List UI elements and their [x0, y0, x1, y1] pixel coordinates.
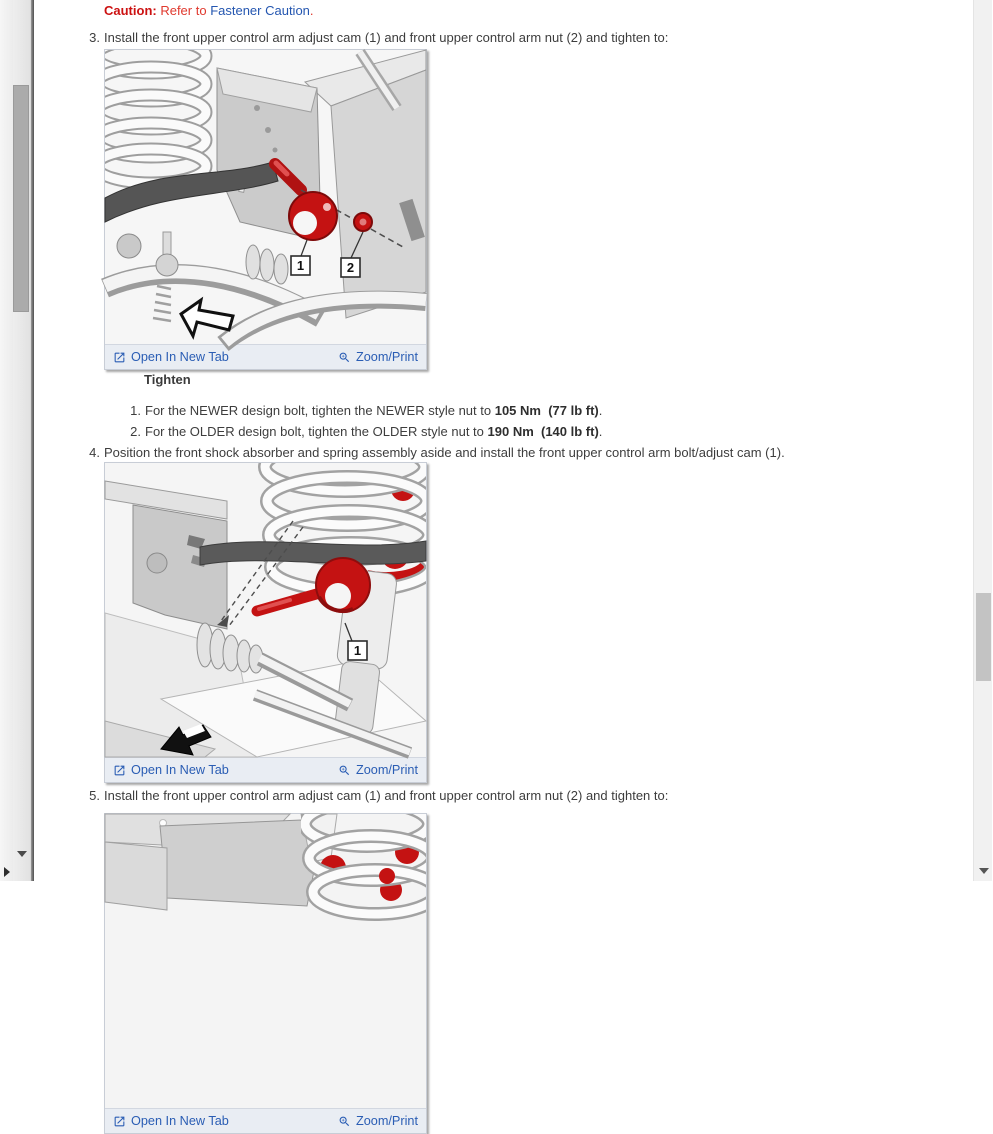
svg-text:2: 2 [346, 260, 355, 275]
nav-pane-scroll-down-button[interactable] [13, 846, 30, 862]
step-3-text: Install the front upper control arm adjust cam (1) and front upper control arm nut (2) and tighten to: [104, 30, 669, 45]
figure-2 [104, 462, 427, 783]
arrow-down-icon [17, 851, 27, 857]
substep-1-number: 1. [130, 403, 141, 418]
zoom-print-link[interactable] [338, 1114, 418, 1128]
open-in-new-tab-link[interactable] [113, 763, 229, 777]
figure-3-illustration [105, 814, 426, 1108]
zoom-print-label: Zoom/Print [355, 1114, 418, 1128]
figure-1-illustration [105, 50, 426, 344]
open-in-new-icon [113, 351, 126, 364]
substep-1-text: For the NEWER design bolt, tighten the NEWER style nut to 105 Nm (77 lb ft). [145, 403, 603, 418]
open-in-new-tab-link[interactable] [113, 350, 229, 364]
torque-spec-older: 190 Nm (140 lb ft) [487, 424, 599, 439]
content-scrollbar[interactable] [973, 0, 992, 881]
substep-2-number: 2. [130, 424, 141, 439]
figure-3 [104, 813, 427, 1134]
caution-text: Refer to [156, 3, 211, 18]
step-4-text: Position the front shock absorber and spring assembly aside and install the front upper control arm bolt/adjust cam (1). [104, 445, 785, 460]
figure-2-illustration [105, 463, 426, 757]
open-in-new-tab-label: Open In New Tab [131, 350, 229, 364]
open-in-new-tab-label: Open In New Tab [131, 763, 229, 777]
figure-1-toolbar [105, 344, 426, 369]
nav-pane [0, 0, 31, 881]
step-5 [87, 788, 967, 804]
substep-2 [128, 424, 828, 440]
step-5-text: Install the front upper control arm adjust cam (1) and front upper control arm nut (2) and tighten to: [104, 788, 669, 803]
tighten-heading: Tighten [144, 372, 191, 387]
zoom-print-link[interactable] [338, 350, 418, 364]
zoom-print-link[interactable] [338, 763, 418, 777]
content-scrollbar-thumb[interactable] [976, 593, 991, 681]
svg-text:1: 1 [296, 258, 305, 273]
caution-label: Caution: [104, 3, 157, 18]
arrow-right-icon [4, 867, 10, 877]
zoom-in-icon [338, 1115, 351, 1128]
substep-2-text: For the OLDER design bolt, tighten the OLDER style nut to 190 Nm (140 lb ft). [145, 424, 603, 439]
step-4 [87, 445, 967, 461]
step-4-number: 4. [89, 445, 100, 460]
open-in-new-tab-link[interactable] [113, 1114, 229, 1128]
step-5-number: 5. [89, 788, 100, 803]
torque-spec-newer: 105 Nm (77 lb ft) [494, 403, 599, 418]
cam-nut-highlight [354, 213, 372, 231]
figure-1-image [105, 50, 426, 344]
caution-period: . [309, 3, 314, 18]
step-3-number: 3. [89, 30, 100, 45]
step-3 [87, 30, 947, 46]
document-content [34, 0, 973, 1128]
content-scroll-down-button[interactable] [974, 864, 993, 878]
figure-1 [104, 49, 427, 370]
nav-pane-scrollbar-thumb[interactable] [13, 85, 29, 312]
zoom-in-icon [338, 764, 351, 777]
zoom-print-label: Zoom/Print [355, 350, 418, 364]
pane-expand-button[interactable] [1, 865, 13, 879]
caution-note [104, 3, 314, 19]
nav-pane-scrollbar[interactable] [13, 0, 30, 881]
zoom-in-icon [338, 351, 351, 364]
figure-3-toolbar [105, 1108, 426, 1133]
svg-text:1: 1 [353, 643, 362, 658]
zoom-print-label: Zoom/Print [355, 763, 418, 777]
figure-3-image [105, 814, 426, 1108]
open-in-new-icon [113, 764, 126, 777]
substep-1 [128, 403, 828, 419]
arrow-down-icon [979, 868, 989, 874]
adjust-cam-highlight [379, 868, 395, 884]
figure-2-toolbar [105, 757, 426, 782]
adjust-cam-highlight [289, 192, 337, 240]
figure-2-image [105, 463, 426, 757]
open-in-new-tab-label: Open In New Tab [131, 1114, 229, 1128]
open-in-new-icon [113, 1115, 126, 1128]
fastener-caution-link[interactable]: Fastener Caution [210, 3, 310, 18]
upper-control-arm [200, 541, 426, 565]
